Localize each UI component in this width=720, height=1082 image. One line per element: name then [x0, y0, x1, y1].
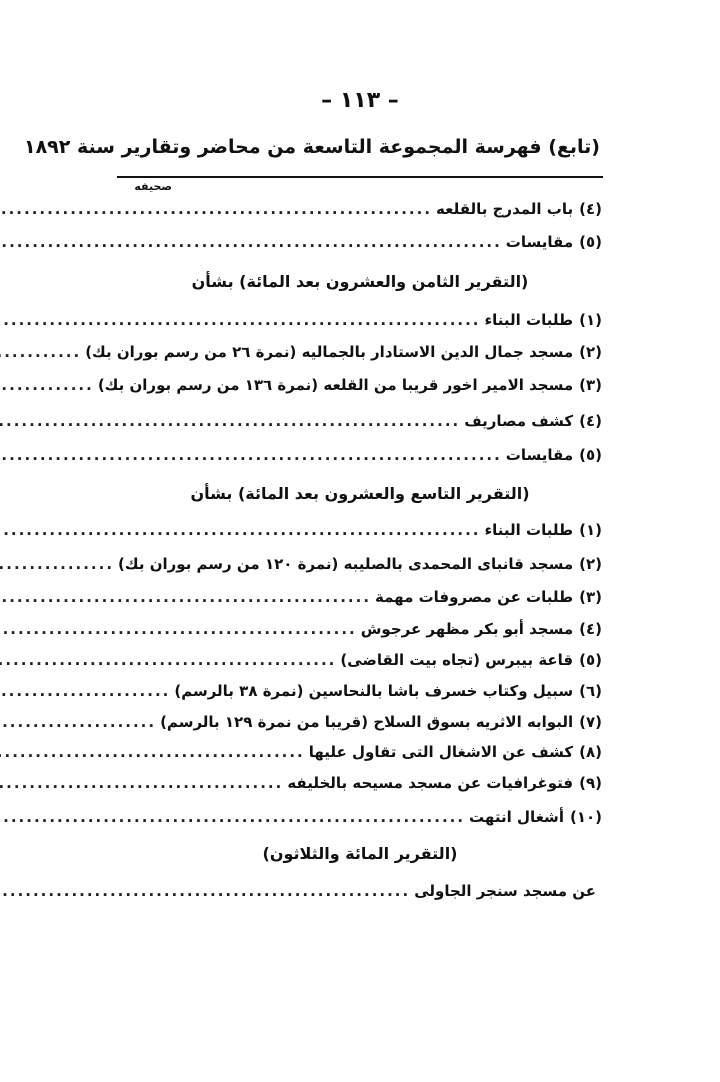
dot-leader [0, 233, 502, 251]
dot-leader [0, 882, 410, 900]
dot-leader [0, 620, 357, 638]
entry-number: (٥) [579, 651, 602, 669]
dot-leader [0, 713, 156, 731]
entry-title: البوابه الاثريه بسوق السلاح (قريبا من نمرة ١٢٩ بالرسم) [160, 713, 574, 731]
toc-entry [118, 774, 602, 800]
dot-leader [0, 376, 94, 394]
toc-entry [118, 521, 602, 547]
section-heading: (التقرير التاسع والعشرون بعد المائة) بشأن [190, 484, 530, 503]
entry-number: (١) [579, 311, 602, 329]
header-rule [117, 176, 603, 178]
toc-entry [118, 412, 602, 438]
dot-leader [0, 743, 305, 761]
toc-entry [118, 200, 602, 226]
entry-number: (٨) [579, 743, 602, 761]
entry-number: (٧) [579, 713, 602, 731]
dot-leader [0, 682, 170, 700]
dot-leader [0, 588, 371, 606]
entry-title: أشغال انتهت [469, 808, 564, 826]
entry-title: مقايسات [505, 233, 574, 251]
dot-leader [0, 412, 460, 430]
entry-title: مقايسات [505, 446, 574, 464]
dot-leader [0, 774, 283, 792]
toc-entry [97, 376, 602, 402]
toc-entry [118, 808, 602, 834]
entry-title: مسجد أبو بكر مظهر عرجوش [360, 620, 574, 638]
toc-entry [118, 588, 602, 614]
entry-title: كشف مصاريف [464, 412, 574, 430]
dot-leader [0, 311, 481, 329]
entry-title: مسجد جمال الدين الاستادار بالجماليه (نمرة ٢٦ من رسم بوران بك) [85, 343, 574, 361]
entry-number: (٩) [579, 774, 602, 792]
page-number: – ١١٣ – [321, 88, 399, 113]
entry-number: (٥) [579, 446, 602, 464]
toc-entry [118, 233, 602, 259]
dot-leader [0, 200, 432, 218]
toc-entry [118, 620, 602, 646]
section-heading: (التقرير الثامن والعشرون بعد المائة) بشأن [191, 272, 529, 291]
running-title: (تابع) فهرسة المجموعة التاسعة من محاضر وتقارير سنة ١٨٩٢ [23, 136, 600, 158]
section-heading: (التقرير المائة والثلاثون) [262, 844, 458, 863]
page-column-label: صحيفه [134, 180, 172, 193]
dot-leader [0, 555, 114, 573]
entry-number: (١) [579, 521, 602, 539]
entry-title: طلبات عن مصروفات مهمة [375, 588, 574, 606]
dot-leader [0, 808, 465, 826]
entry-number: (٤) [579, 412, 602, 430]
toc-entry [118, 555, 602, 581]
dot-leader [0, 521, 481, 539]
entry-number: (٣) [579, 376, 602, 394]
entry-title: مسجد قانباى المحمدى بالصليبه (نمرة ١٢٠ من رسم بوران بك) [118, 555, 574, 573]
entry-title: عن مسجد سنجر الجاولى [414, 882, 596, 900]
entry-number: (٦) [579, 682, 602, 700]
entry-number: (٣) [579, 588, 602, 606]
toc-entry [118, 311, 602, 337]
toc-entry [118, 743, 602, 769]
entry-title: قاعة بيبرس (تجاه بيت القاضى) [340, 651, 574, 669]
entry-title: كشف عن الاشغال التى تقاول عليها [308, 743, 574, 761]
entry-title: باب المدرج بالقلعه [436, 200, 574, 218]
dot-leader [0, 446, 502, 464]
toc-entry [85, 343, 602, 369]
entry-title: فتوغرافيات عن مسجد مسيحه بالخليفه [287, 774, 574, 792]
dot-leader [0, 343, 81, 361]
toc-entry [118, 651, 602, 677]
toc-entry [118, 446, 602, 472]
entry-number: (٢) [579, 555, 602, 573]
entry-title: طلبات البناء [484, 311, 574, 329]
toc-entry [118, 882, 602, 908]
entry-title: مسجد الامير اخور قريبا من القلعه (نمرة ١٣٦ من رسم بوران بك) [97, 376, 574, 394]
entry-title: سبيل وكتاب خسرف باشا بالنحاسين (نمرة ٣٨ بالرسم) [174, 682, 574, 700]
entry-number: (٥) [579, 233, 602, 251]
toc-entry [118, 713, 602, 739]
entry-number: (٤) [579, 620, 602, 638]
entry-number: (٤) [579, 200, 602, 218]
dot-leader [0, 651, 336, 669]
entry-number: (١٠) [569, 808, 602, 826]
toc-entry [118, 682, 602, 708]
entry-title: طلبات البناء [484, 521, 574, 539]
entry-number: (٢) [579, 343, 602, 361]
